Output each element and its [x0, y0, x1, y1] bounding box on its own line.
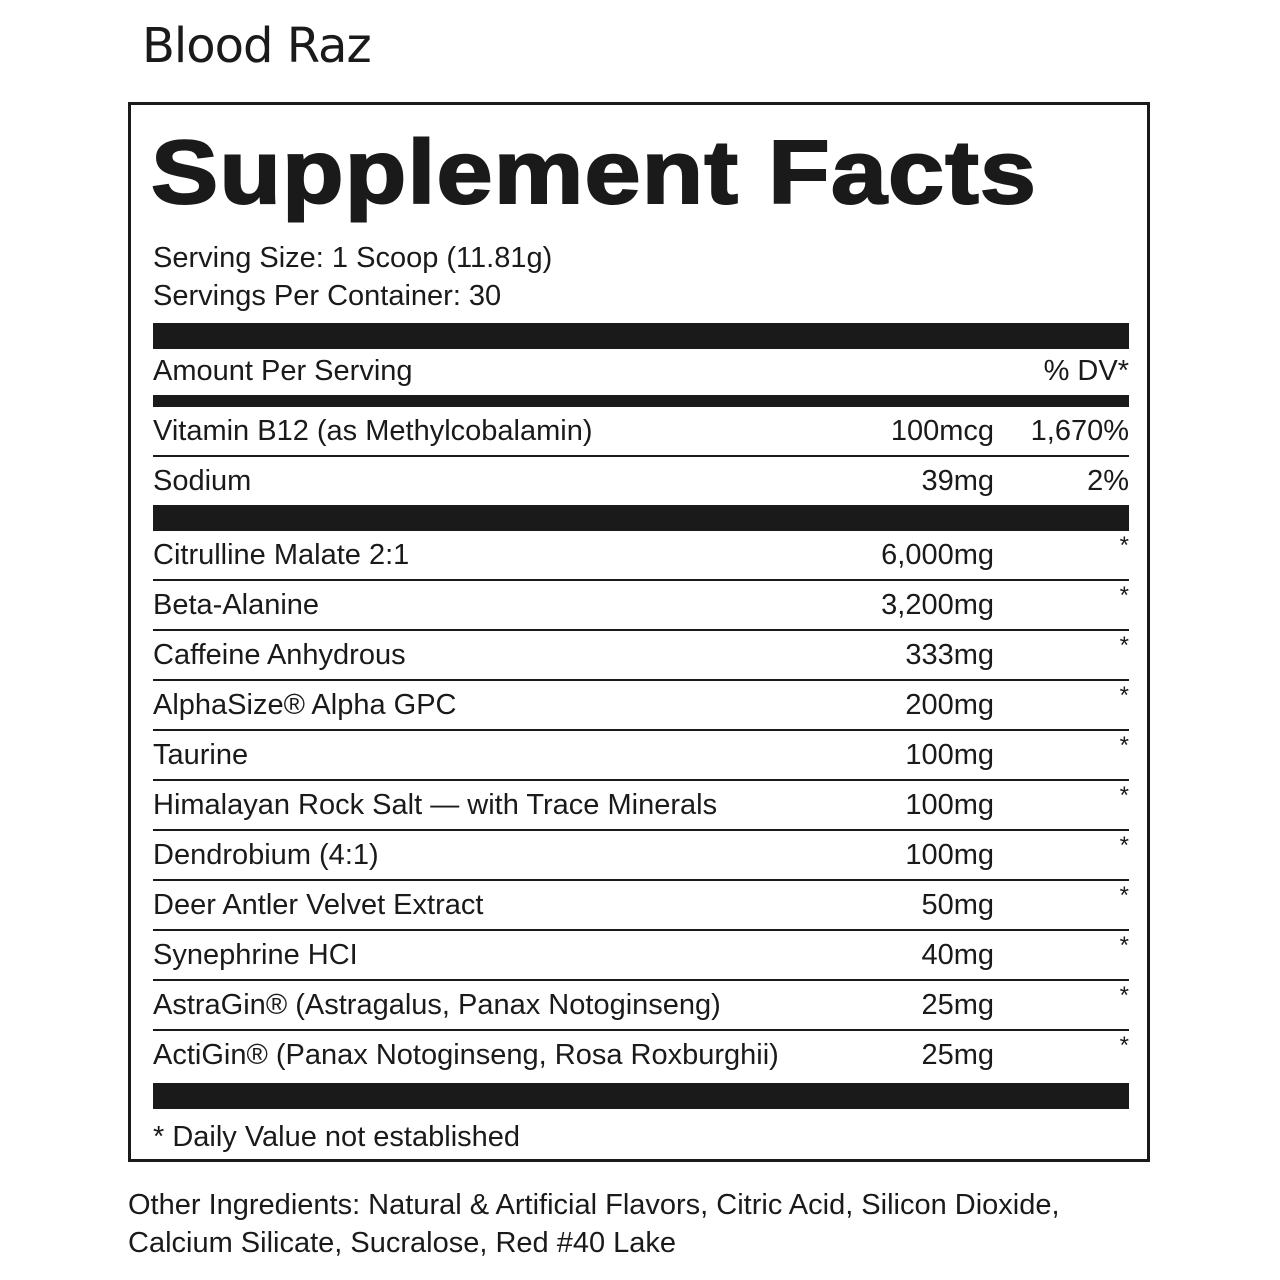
- nutrient-name: Sodium: [153, 465, 252, 497]
- nutrient-amount: 333mg: [905, 639, 994, 671]
- nutrient-name: Synephrine HCI: [153, 939, 358, 971]
- nutrient-name: AlphaSize® Alpha GPC: [153, 689, 457, 721]
- nutrient-name: Caffeine Anhydrous: [153, 639, 406, 671]
- nutrient-dv: *: [1119, 982, 1129, 1009]
- nutrient-amount: 100mg: [905, 789, 994, 821]
- nutrient-dv: *: [1119, 732, 1129, 759]
- nutrient-dv: *: [1119, 582, 1129, 609]
- nutrient-name: ActiGin® (Panax Notoginseng, Rosa Roxburghii): [153, 1039, 779, 1071]
- nutrient-dv: *: [1119, 632, 1129, 659]
- nutrient-name: Citrulline Malate 2:1: [153, 539, 410, 571]
- nutrient-name: AstraGin® (Astragalus, Panax Notoginseng): [153, 989, 721, 1021]
- nutrient-row: [153, 457, 1129, 505]
- nutrient-amount: 40mg: [921, 939, 994, 971]
- nutrient-dv: *: [1119, 932, 1129, 959]
- nutrient-amount: 6,000mg: [881, 539, 994, 571]
- footnote: * Daily Value not established: [153, 1121, 521, 1153]
- flavor-name: Blood Raz: [142, 18, 371, 74]
- nutrient-row: [153, 631, 1129, 681]
- panel-title: Supplement Facts: [151, 123, 1038, 223]
- nutrient-amount: 25mg: [921, 989, 994, 1021]
- serving-size: Serving Size: 1 Scoop (11.81g): [153, 242, 553, 274]
- vitamin-rows: [153, 407, 1129, 505]
- nutrient-row: [153, 931, 1129, 981]
- nutrient-row: [153, 981, 1129, 1031]
- nutrient-row: [153, 581, 1129, 631]
- nutrient-dv: *: [1119, 682, 1129, 709]
- amount-header: [153, 351, 1129, 391]
- nutrient-row: [153, 731, 1129, 781]
- nutrient-name: Taurine: [153, 739, 249, 771]
- thick-divider: [153, 323, 1129, 349]
- nutrient-amount: 50mg: [921, 889, 994, 921]
- nutrient-dv: 1,670%: [1030, 415, 1129, 447]
- supplement-facts-panel: [128, 102, 1150, 1162]
- nutrient-amount: 25mg: [921, 1039, 994, 1071]
- amount-per-serving-label: Amount Per Serving: [153, 355, 413, 387]
- nutrient-dv: *: [1119, 1032, 1129, 1059]
- nutrient-amount: 3,200mg: [881, 589, 994, 621]
- servings-per-container: Servings Per Container: 30: [153, 280, 502, 312]
- ingredient-rows: [153, 531, 1129, 1079]
- nutrient-amount: 100mg: [905, 839, 994, 871]
- nutrient-dv: *: [1119, 532, 1129, 559]
- thick-divider: [153, 1083, 1129, 1109]
- nutrient-dv: *: [1119, 782, 1129, 809]
- nutrient-name: Deer Antler Velvet Extract: [153, 889, 484, 921]
- nutrient-name: Himalayan Rock Salt — with Trace Minerals: [153, 789, 718, 821]
- nutrient-amount: 100mcg: [890, 415, 994, 447]
- nutrient-amount: 39mg: [921, 465, 994, 497]
- medium-divider: [153, 395, 1129, 407]
- nutrient-name: Vitamin B12 (as Methylcobalamin): [153, 415, 593, 447]
- nutrient-row: [153, 531, 1129, 581]
- dv-label: % DV*: [1043, 355, 1129, 387]
- nutrient-dv: *: [1119, 882, 1129, 909]
- nutrient-row: [153, 1031, 1129, 1079]
- nutrient-dv: 2%: [1087, 465, 1129, 497]
- nutrient-amount: 200mg: [905, 689, 994, 721]
- nutrient-row: [153, 881, 1129, 931]
- nutrient-row: [153, 681, 1129, 731]
- other-ingredients: Other Ingredients: Natural & Artificial Flavors, Citric Acid, Silicon Dioxide, Calcium Silicate, Sucralose, Red #40 Lake: [128, 1189, 1060, 1259]
- nutrient-row: [153, 781, 1129, 831]
- nutrient-name: Dendrobium (4:1): [153, 839, 379, 871]
- serving-info: [153, 239, 552, 315]
- nutrient-row: [153, 407, 1129, 457]
- nutrient-row: [153, 831, 1129, 881]
- nutrient-amount: 100mg: [905, 739, 994, 771]
- nutrient-dv: *: [1119, 832, 1129, 859]
- thick-divider: [153, 505, 1129, 531]
- nutrient-name: Beta-Alanine: [153, 589, 320, 621]
